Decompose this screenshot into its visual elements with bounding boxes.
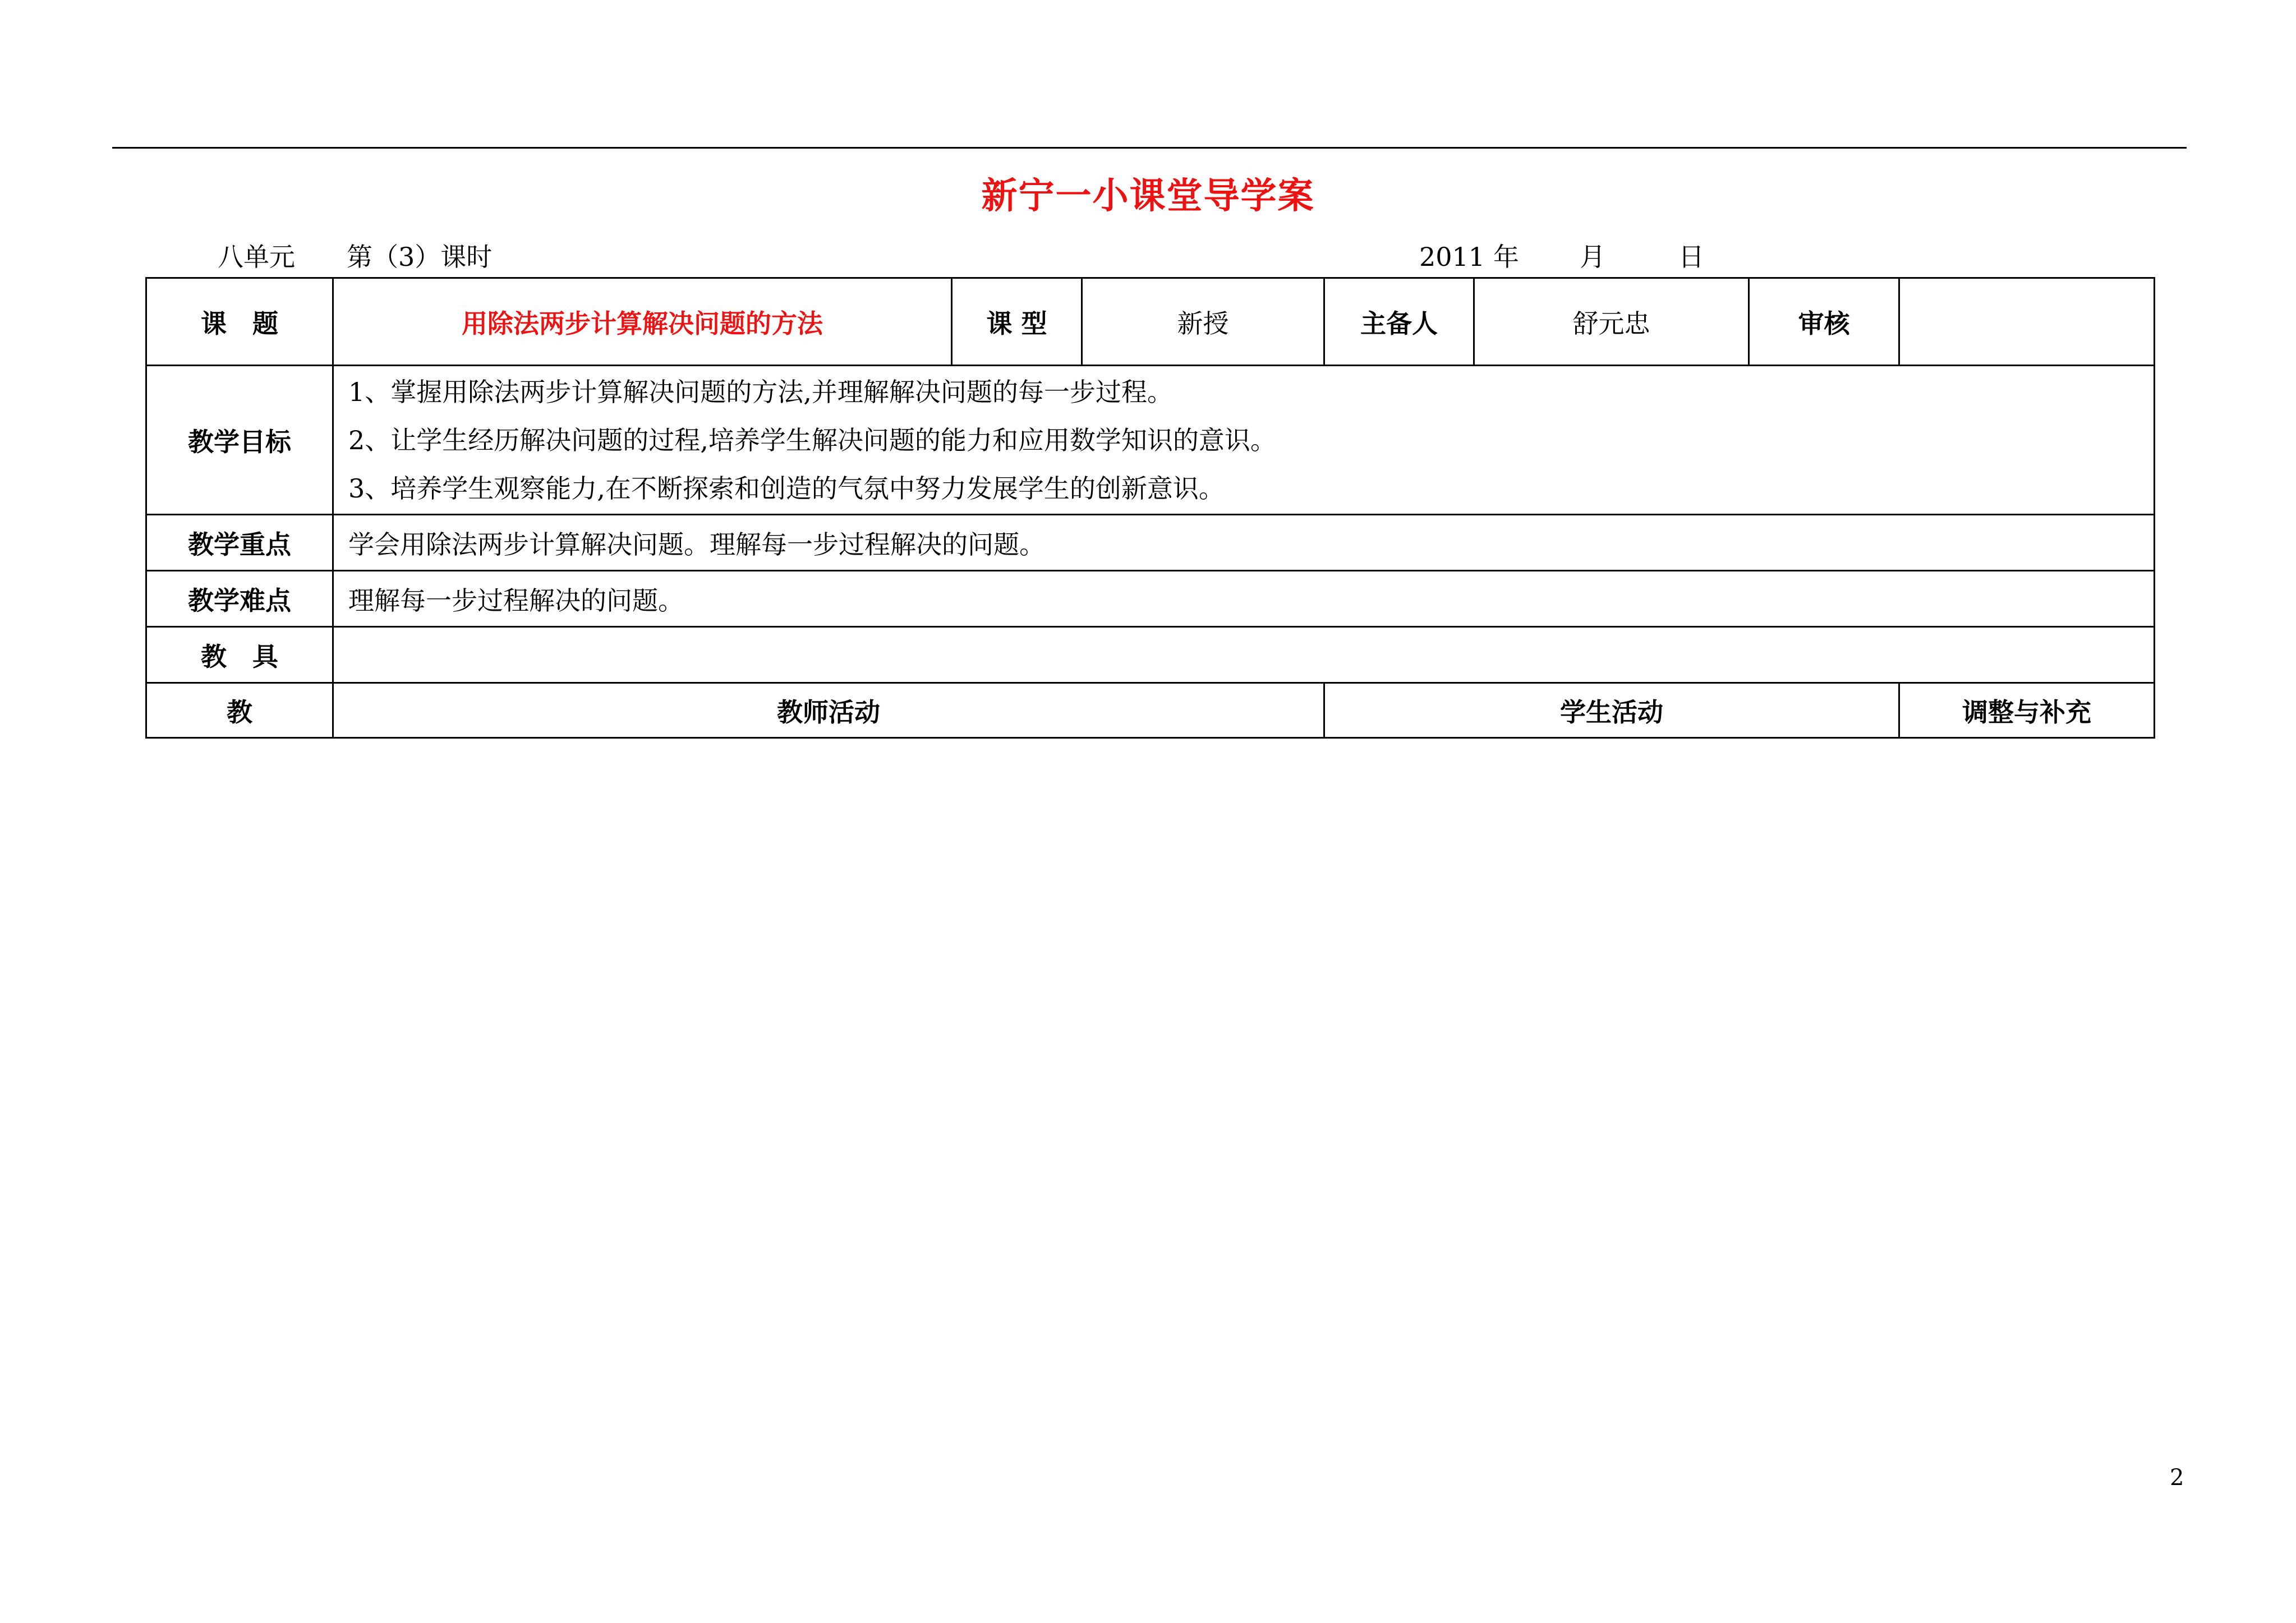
- goal-item: 3、培养学生观察能力,在不断探索和创造的气氛中努力发展学生的创新意识。: [348, 473, 1225, 504]
- table-row-key-points: [146, 515, 2155, 571]
- date-year-label: 年: [1493, 242, 1519, 272]
- date-year: 2011: [1419, 242, 1485, 272]
- goals-label: 教学目标: [146, 366, 333, 515]
- key-points-label: 教学重点: [146, 515, 333, 571]
- lesson-plan-table: [145, 277, 2155, 739]
- lesson-label: 第（3）课时: [347, 242, 493, 272]
- type-label: 课 型: [952, 278, 1082, 366]
- teacher-activity-header: 教师活动: [333, 683, 1324, 738]
- preparer-value: 舒元忠: [1474, 278, 1749, 366]
- key-points-value: 学会用除法两步计算解决问题。理解每一步过程解决的问题。: [333, 515, 2155, 571]
- table-row-activities-header: [146, 683, 2155, 738]
- tools-label: 教 具: [146, 627, 333, 683]
- header-rule: [112, 147, 2187, 149]
- page-title: 新宁一小课堂导学案: [981, 175, 1315, 217]
- tools-value: [333, 627, 2155, 683]
- date-month-label: 月: [1580, 242, 1605, 272]
- teach-label: 教: [146, 683, 333, 738]
- adjust-header: 调整与补充: [1899, 683, 2155, 738]
- table-row-goals: [146, 366, 2155, 515]
- topic-label: 课 题: [146, 278, 333, 366]
- goal-item: 2、让学生经历解决问题的过程,培养学生解决问题的能力和应用数学知识的意识。: [348, 425, 1276, 455]
- preparer-label: 主备人: [1324, 278, 1474, 366]
- type-value: 新授: [1082, 278, 1324, 366]
- unit-label: 八单元: [218, 242, 295, 272]
- table-row-difficulty: [146, 571, 2155, 627]
- date-day-label: 日: [1678, 242, 1704, 272]
- student-activity-header: 学生活动: [1324, 683, 1899, 738]
- difficulty-value: 理解每一步过程解决的问题。: [333, 571, 2155, 627]
- page-number: 2: [2170, 1465, 2184, 1491]
- review-value: [1899, 278, 2155, 366]
- goals-list: [333, 366, 2155, 515]
- difficulty-label: 教学难点: [146, 571, 333, 627]
- table-row-topic: [146, 278, 2155, 366]
- table-row-tools: [146, 627, 2155, 683]
- goal-item: 1、掌握用除法两步计算解决问题的方法,并理解解决问题的每一步过程。: [348, 376, 1173, 407]
- review-label: 审核: [1749, 278, 1899, 366]
- topic-value: 用除法两步计算解决问题的方法: [333, 278, 952, 366]
